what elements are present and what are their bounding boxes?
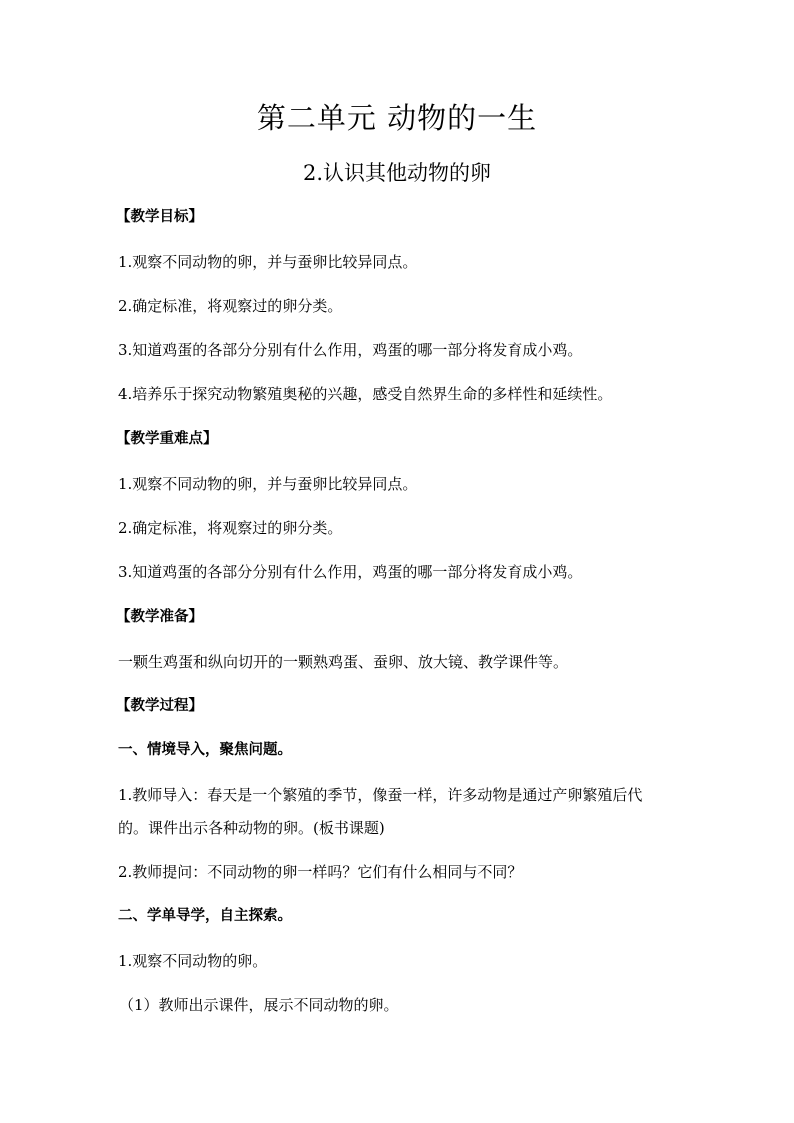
- section1-heading: 一、情境导入，聚焦问题。: [118, 742, 292, 758]
- prep-text: 一颗生鸡蛋和纵向切开的一颗熟鸡蛋、蚕卵、放大镜、教学课件等。: [118, 653, 569, 671]
- process-heading: 【教学过程】: [116, 698, 203, 714]
- section2-item1: 1.观察不同动物的卵。: [118, 952, 268, 970]
- document-title: 第二单元 动物的一生: [256, 101, 538, 135]
- goal-item-4: 4.培养乐于探究动物繁殖奥秘的兴趣，感受自然界生命的多样性和延续性。: [118, 385, 613, 403]
- key-point-item-3: 3.知道鸡蛋的各部分分别有什么作用，鸡蛋的哪一部分将发育成小鸡。: [118, 563, 583, 581]
- key-points-heading: 【教学重难点】: [116, 431, 218, 447]
- goals-heading: 【教学目标】: [116, 209, 203, 225]
- key-point-item-1: 1.观察不同动物的卵，并与蚕卵比较异同点。: [118, 475, 418, 493]
- section1-item1-line1: 1.教师导入：春天是一个繁殖的季节，像蚕一样，许多动物是通过产卵繁殖后代: [118, 786, 643, 804]
- section1-item1-line2: 的。课件出示各种动物的卵。(板书课题): [118, 819, 385, 837]
- section1-item2: 2.教师提问：不同动物的卵一样吗？它们有什么相同与不同？: [118, 863, 523, 881]
- goal-item-3: 3.知道鸡蛋的各部分分别有什么作用，鸡蛋的哪一部分将发育成小鸡。: [118, 341, 583, 359]
- section2-sub-item1: （1）教师出示课件，展示不同动物的卵。: [119, 996, 399, 1014]
- section2-heading: 二、学单导学，自主探索。: [118, 908, 292, 924]
- goal-item-1: 1.观察不同动物的卵，并与蚕卵比较异同点。: [118, 253, 418, 271]
- key-point-item-2: 2.确定标准，将观察过的卵分类。: [118, 519, 343, 537]
- goal-item-2: 2.确定标准，将观察过的卵分类。: [118, 297, 343, 315]
- lesson-subtitle: 2.认识其他动物的卵: [302, 161, 492, 185]
- prep-heading: 【教学准备】: [116, 609, 203, 625]
